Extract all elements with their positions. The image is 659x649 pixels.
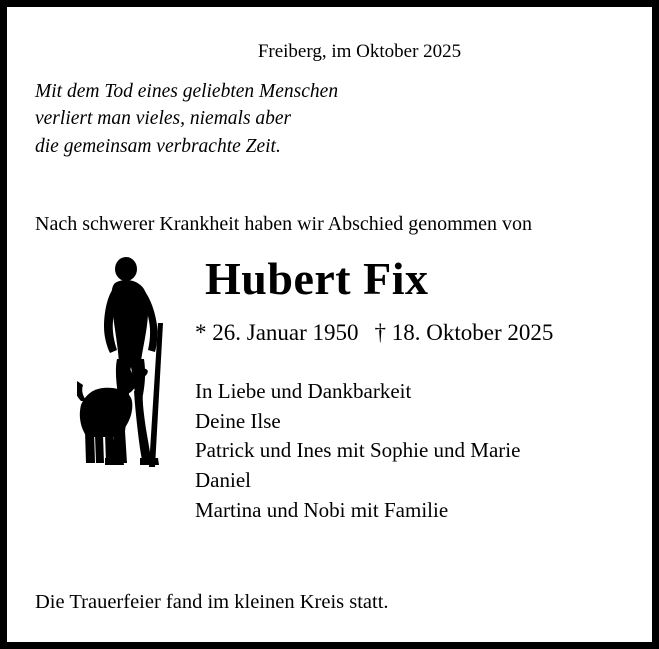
family-intro: In Liebe und Dankbarkeit: [195, 378, 412, 403]
verse-line-1: Mit dem Tod eines geliebten Menschen: [35, 80, 339, 102]
place-and-date: Freiberg, im Oktober 2025: [257, 41, 462, 62]
obituary-inner: [7, 7, 652, 642]
funeral-note: Die Trauerfeier fand im kleinen Kreis statt.: [35, 591, 389, 614]
family-block: [195, 377, 624, 526]
intro-text: Nach schwerer Krankheit haben wir Abschied genommen von: [35, 212, 533, 235]
deceased-details: [195, 252, 624, 526]
verse-line-2: verliert man vieles, niemals aber: [35, 108, 292, 130]
life-dates: [195, 319, 624, 347]
memorial-verse: [35, 78, 624, 161]
death-date: † 18. Oktober 2025: [374, 320, 554, 346]
main-block: [35, 252, 624, 526]
verse-line-3: die gemeinsam verbrachte Zeit.: [35, 136, 281, 158]
deceased-name: Hubert Fix: [205, 252, 429, 304]
birth-date: * 26. Januar 1950: [195, 320, 359, 346]
family-member-2: Patrick und Ines mit Sophie und Marie: [195, 438, 521, 463]
man-walking-with-dog-silhouette-icon: [77, 255, 207, 475]
family-member-1: Deine Ilse: [195, 408, 281, 433]
family-member-3: Daniel: [195, 468, 251, 493]
family-member-4: Martina und Nobi mit Familie: [195, 498, 449, 522]
